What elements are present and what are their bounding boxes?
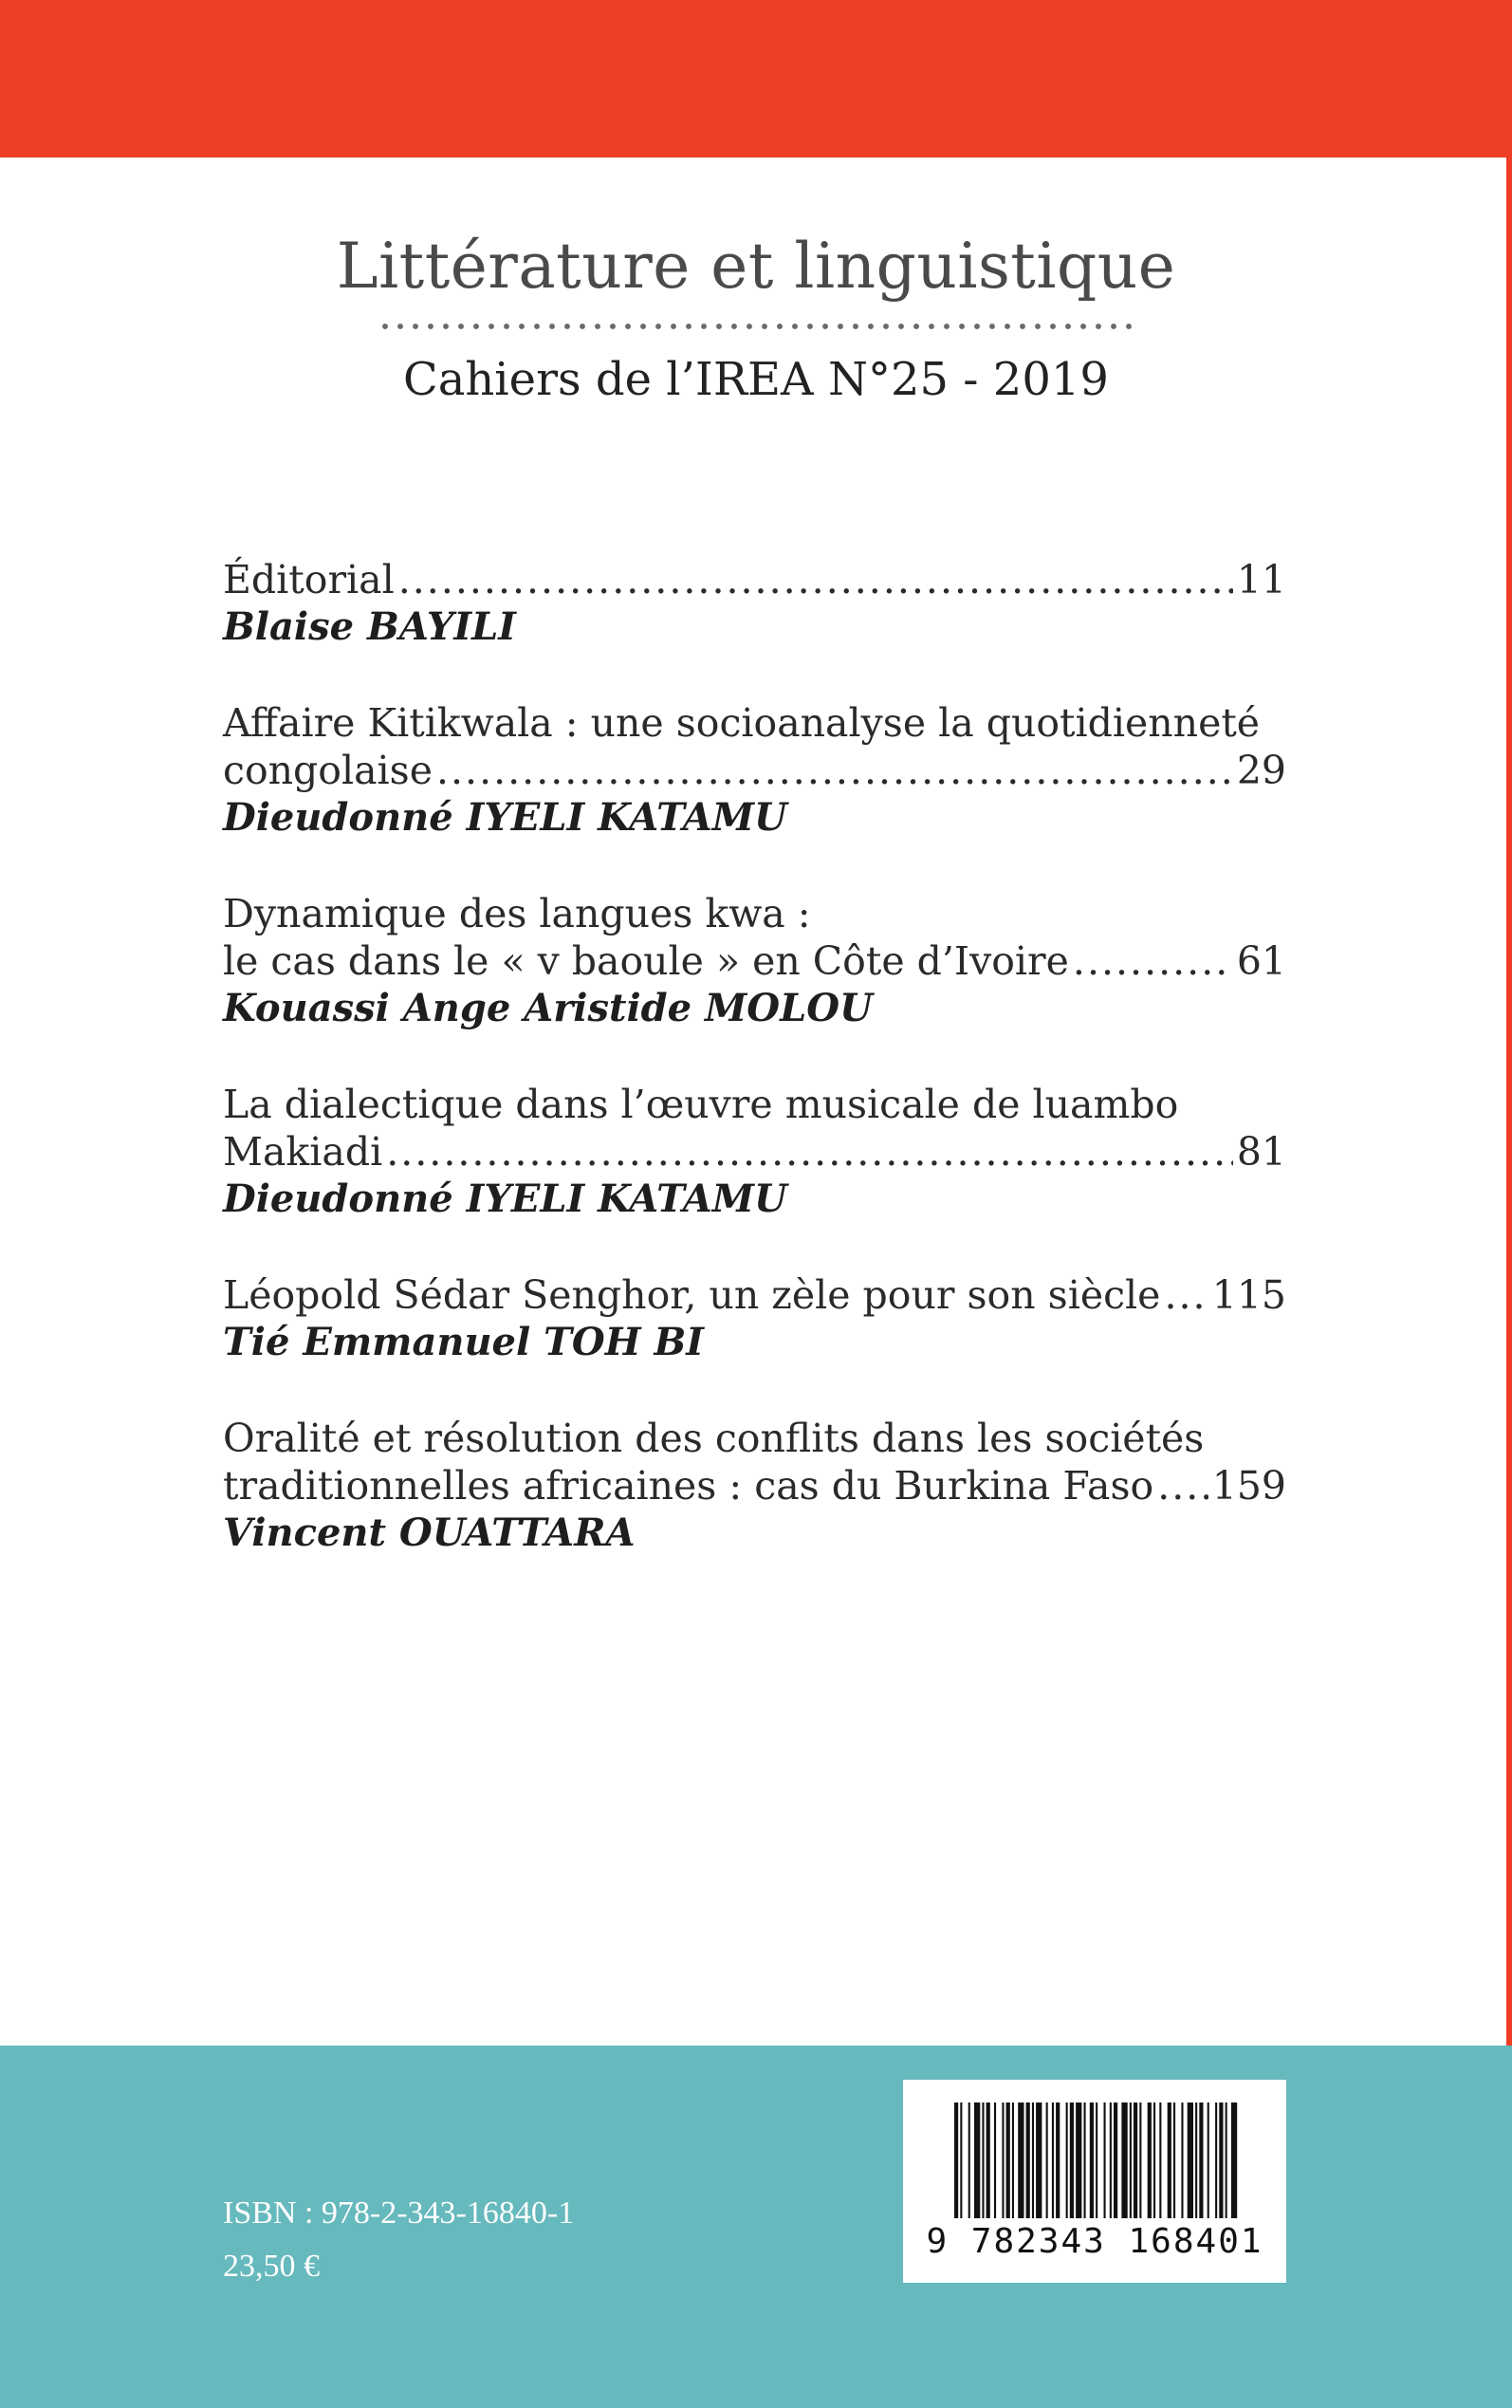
barcode-bar xyxy=(1173,2102,1175,2218)
barcode-bar xyxy=(1231,2102,1237,2218)
barcode-bar xyxy=(1208,2102,1209,2218)
toc-line xyxy=(223,1081,1286,1128)
barcode-bar xyxy=(1130,2102,1132,2218)
right-edge-stripe xyxy=(1506,157,1512,2046)
toc-line xyxy=(223,937,1286,985)
toc-line xyxy=(223,1271,1286,1319)
barcode-bar xyxy=(1006,2102,1010,2218)
barcode-bar xyxy=(1090,2102,1094,2218)
toc-page-number: 81 xyxy=(1236,1129,1286,1175)
barcode-bar xyxy=(1076,2102,1081,2218)
toc-line xyxy=(223,1128,1286,1176)
toc-page-number: 61 xyxy=(1236,938,1286,984)
barcode-bar xyxy=(1036,2102,1042,2218)
toc-entry xyxy=(223,1081,1286,1223)
issue-line: Cahiers de l’IREA N°25 - 2019 xyxy=(403,353,1109,406)
barcode-bar xyxy=(1199,2102,1203,2218)
toc-author: Blaise BAYILI xyxy=(223,604,516,649)
toc-title: Dynamique des langues kwa : xyxy=(223,891,811,936)
toc-title: Makiadi xyxy=(223,1129,383,1175)
barcode-bar xyxy=(982,2102,984,2218)
toc-author: Dieudonné IYELI KATAMU xyxy=(223,1176,787,1221)
toc-title: Léopold Sédar Senghor, un zèle pour son siècle xyxy=(223,1272,1161,1318)
barcode-bar xyxy=(1096,2102,1097,2218)
barcode-bar xyxy=(1032,2102,1034,2218)
barcode-bar xyxy=(1026,2102,1030,2218)
toc-line xyxy=(223,1462,1286,1510)
toc-author: Kouassi Ange Aristide MOLOU xyxy=(223,986,873,1030)
barcode-bar xyxy=(1018,2102,1023,2218)
barcode-bar xyxy=(1084,2102,1086,2218)
barcode-bar xyxy=(1121,2102,1127,2218)
barcode-bar xyxy=(1114,2102,1117,2218)
toc-page-number: 159 xyxy=(1211,1463,1286,1509)
toc-title: Affaire Kitikwala : une socioanalyse la quotidienneté xyxy=(223,700,1261,746)
toc-entry xyxy=(223,699,1286,842)
barcode-bar xyxy=(1215,2102,1217,2218)
table-of-contents xyxy=(223,556,1286,1605)
barcode-bar xyxy=(1002,2102,1004,2218)
toc-entry xyxy=(223,1271,1286,1366)
toc-author: Dieudonné IYELI KATAMU xyxy=(223,795,787,840)
barcode-bar xyxy=(1226,2102,1227,2218)
barcode-bar xyxy=(1052,2102,1054,2218)
toc-title: congolaise xyxy=(223,748,433,793)
barcode-bar xyxy=(1104,2102,1106,2218)
barcode-bar xyxy=(1148,2102,1152,2218)
toc-title: le cas dans le « v baoule » en Côte d’Ivoire xyxy=(223,938,1069,984)
barcode-bar xyxy=(1195,2102,1197,2218)
toc-title: La dialectique dans l’œuvre musicale de luambo xyxy=(223,1082,1179,1127)
barcode-bar xyxy=(968,2102,970,2218)
top-color-band xyxy=(0,0,1512,157)
barcode-digits: 9 782343 168401 xyxy=(926,2222,1263,2261)
barcode-bar xyxy=(1153,2102,1155,2218)
barcode-bar xyxy=(1219,2102,1223,2218)
price-text: 23,50 € xyxy=(223,2249,320,2284)
barcode-bar xyxy=(986,2102,990,2218)
dot-leader xyxy=(1073,937,1233,985)
dotted-divider xyxy=(378,323,1136,330)
dot-leader xyxy=(1164,1271,1208,1319)
toc-line xyxy=(223,556,1286,603)
barcode-bar xyxy=(1110,2102,1112,2218)
toc-title: Oralité et résolution des conflits dans les sociétés xyxy=(223,1416,1205,1461)
barcode-bar xyxy=(994,2102,996,2218)
isbn-text: ISBN : 978-2-343-16840-1 xyxy=(223,2195,575,2231)
dot-leader xyxy=(1157,1462,1208,1510)
barcode-bar xyxy=(1168,2102,1171,2218)
barcode-bar xyxy=(1139,2102,1141,2218)
barcode-bar xyxy=(960,2102,962,2218)
toc-title: traditionnelles africaines : cas du Burkina Faso xyxy=(223,1463,1154,1509)
barcode-bar xyxy=(974,2102,980,2218)
dot-leader xyxy=(386,1128,1233,1176)
toc-page-number: 115 xyxy=(1211,1272,1286,1318)
toc-line xyxy=(223,1415,1286,1462)
barcode-bar xyxy=(1134,2102,1137,2218)
toc-entry xyxy=(223,1415,1286,1557)
toc-author: Vincent OUATTARA xyxy=(223,1510,636,1555)
barcode-bar xyxy=(1066,2102,1068,2218)
toc-title: Éditorial xyxy=(223,557,395,602)
toc-line xyxy=(223,747,1286,794)
dot-leader xyxy=(398,556,1233,603)
barcode-bar xyxy=(954,2102,958,2218)
toc-line xyxy=(223,890,1286,937)
barcode xyxy=(903,2080,1286,2283)
barcode-bar xyxy=(1159,2102,1161,2218)
toc-page-number: 29 xyxy=(1236,748,1286,793)
toc-author: Tié Emmanuel TOH BI xyxy=(223,1320,704,1364)
toc-entry xyxy=(223,556,1286,651)
barcode-bar xyxy=(1070,2102,1074,2218)
toc-line xyxy=(223,699,1286,747)
dot-leader xyxy=(436,747,1233,794)
barcode-bar xyxy=(1188,2102,1193,2218)
barcode-bar xyxy=(1056,2102,1060,2218)
toc-page-number: 11 xyxy=(1236,557,1286,602)
barcode-bar xyxy=(1046,2102,1048,2218)
barcode-bar xyxy=(1012,2102,1014,2218)
series-title: Littérature et linguistique xyxy=(336,230,1176,303)
toc-entry xyxy=(223,890,1286,1032)
barcode-bar xyxy=(1181,2102,1183,2218)
